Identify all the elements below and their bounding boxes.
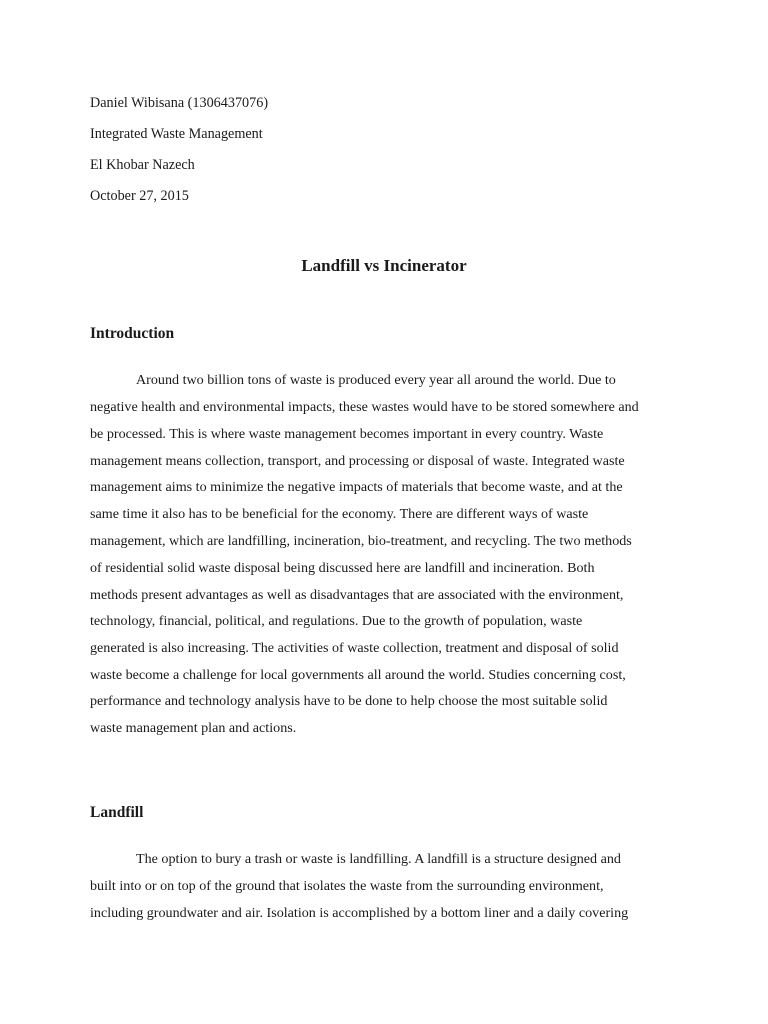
author-line: Daniel Wibisana (1306437076) xyxy=(90,95,269,111)
paragraph-line: The option to bury a trash or waste is landfilling. A landfill is a structure designed and xyxy=(136,851,621,867)
paragraph-line: management aims to minimize the negative impacts of materials that become waste, and at the xyxy=(90,479,623,495)
paragraph-line: negative health and environmental impacts, these wastes would have to be stored somewhere and xyxy=(90,399,639,415)
paragraph-line: management, which are landfilling, incineration, bio-treatment, and recycling. The two methods xyxy=(90,533,632,549)
paragraph-line: be processed. This is where waste management becomes important in every country. Waste xyxy=(90,426,604,442)
paragraph-line: generated is also increasing. The activities of waste collection, treatment and disposal of solid xyxy=(90,640,619,656)
paragraph-line: waste become a challenge for local governments all around the world. Studies concerning cost, xyxy=(90,667,626,683)
paragraph-line: methods present advantages as well as disadvantages that are associated with the environment, xyxy=(90,587,624,603)
paragraph-line: same time it also has to be beneficial for the economy. There are different ways of waste xyxy=(90,506,589,522)
date-line: October 27, 2015 xyxy=(90,188,189,204)
paragraph-line: performance and technology analysis have to be done to help choose the most suitable solid xyxy=(90,693,608,709)
paragraph-line: Around two billion tons of waste is produced every year all around the world. Due to xyxy=(136,372,616,388)
course-line: Integrated Waste Management xyxy=(90,126,263,142)
paragraph-line: management means collection, transport, and processing or disposal of waste. Integrated waste xyxy=(90,453,625,469)
section-heading-introduction: Introduction xyxy=(90,325,175,342)
paragraph-line: technology, financial, political, and regulations. Due to the growth of population, waste xyxy=(90,613,583,629)
document-title: Landfill vs Incinerator xyxy=(301,256,467,275)
instructor-line: El Khobar Nazech xyxy=(90,157,195,173)
paragraph-line: of residential solid waste disposal being discussed here are landfill and incineration. Both xyxy=(90,560,595,576)
paragraph-line: waste management plan and actions. xyxy=(90,720,297,736)
paragraph-line: including groundwater and air. Isolation is accomplished by a bottom liner and a daily covering xyxy=(90,905,629,921)
paragraph-line: built into or on top of the ground that isolates the waste from the surrounding environment, xyxy=(90,878,604,894)
section-heading-landfill: Landfill xyxy=(90,804,144,821)
